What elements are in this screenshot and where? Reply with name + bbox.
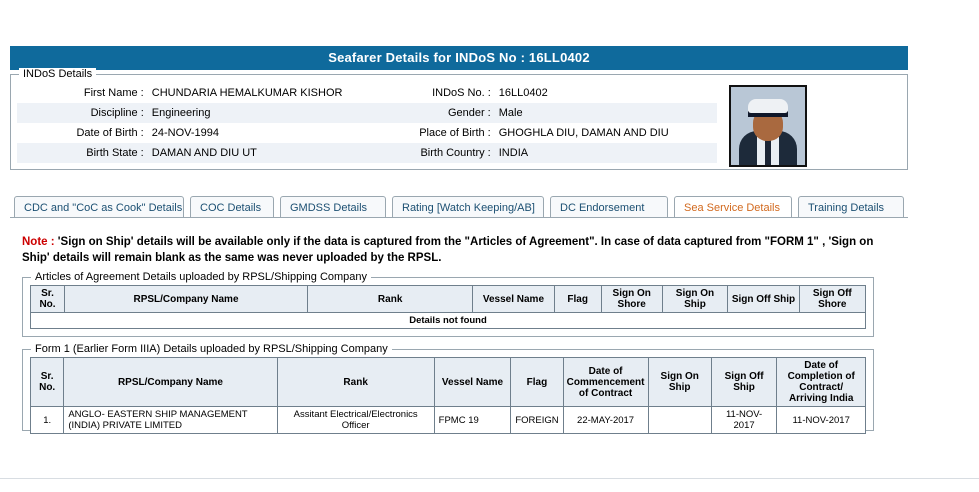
table-row [17,123,717,143]
cell-date-completion: 11-NOV-2017 [777,407,866,434]
table-header-row [31,358,866,407]
col-flag: Flag [554,286,601,313]
indos-no-value: 16LL0402 [498,87,548,99]
first-name-value: CHUNDARIA HEMALKUMAR KISHOR [151,87,343,99]
col-flag: Flag [511,358,563,407]
dob-value: 24-NOV-1994 [151,127,220,139]
cell-date-commencement: 22-MAY-2017 [563,407,648,434]
col-sr-no: Sr. No. [31,358,64,407]
discipline-label: Discipline : [17,103,148,123]
table-row [17,103,717,123]
note-text [22,234,898,266]
dob-label: Date of Birth : [76,127,144,139]
tab-coc-details[interactable]: COC Details [190,196,274,218]
form1-panel [22,343,874,431]
cell-flag: FOREIGN [511,407,563,434]
articles-of-agreement-legend: Articles of Agreement Details uploaded by RPSL/Shipping Company [31,271,371,283]
note-body: 'Sign on Ship' details will be available only if the data is captured from the "Articles of Agreement". In case of data captured from "FORM 1" , 'Sign on Ship' details will remain blank as the same was never uploaded by the RPSL. [22,236,874,264]
footer-area [0,479,979,492]
col-sign-on-ship: Sign On Ship [662,286,728,313]
col-sign-on-ship: Sign On Ship [648,358,711,407]
col-vessel-name: Vessel Name [473,286,554,313]
table-header-row [31,286,866,313]
col-rank: Rank [307,286,472,313]
tab-rating-watch-keeping[interactable]: Rating [Watch Keeping/AB] [392,196,544,218]
table-row [31,313,866,329]
birth-state-value: DAMAN AND DIU UT [148,143,373,163]
col-sign-on-shore: Sign On Shore [601,286,662,313]
tab-training-details[interactable]: Training Details [798,196,904,218]
table-row [17,83,717,103]
col-sign-off-shore: Sign Off Shore [799,286,865,313]
col-date-completion: Date of Completion of Contract/ Arriving India [777,358,866,407]
tab-gmdss-details[interactable]: GMDSS Details [280,196,386,218]
cell-sign-off-ship: 11-NOV-2017 [711,407,777,434]
col-company-name: RPSL/Company Name [65,286,308,313]
indos-details-panel [10,68,908,170]
birth-country-label: Birth Country : [372,143,494,163]
table-row [31,407,866,434]
col-company-name: RPSL/Company Name [64,358,277,407]
birth-country-value: INDIA [495,143,717,163]
cell-company-name: ANGLO- EASTERN SHIP MANAGEMENT (INDIA) PRIVATE LIMITED [64,407,277,434]
place-of-birth-value: GHOGHLA DIU, DAMAN AND DIU [498,127,669,139]
page-title: Seafarer Details for INDoS No : 16LL0402 [10,46,908,70]
col-sign-off-ship: Sign Off Ship [728,286,799,313]
first-name-label: First Name : [83,87,144,99]
tab-sea-service-details[interactable]: Sea Service Details [674,196,792,218]
cell-sr-no: 1. [31,407,64,434]
form1-table [30,357,866,434]
articles-of-agreement-panel [22,271,874,337]
note-prefix: Note : [22,236,55,248]
col-sr-no: Sr. No. [31,286,65,313]
birth-state-label: Birth State : [17,143,148,163]
indos-details-legend: INDoS Details [19,68,96,80]
col-date-commencement: Date of Commencement of Contract [563,358,648,407]
photo-cap-shape [748,99,788,113]
gender-label: Gender : [372,103,494,123]
articles-empty-message: Details not found [31,313,866,329]
place-of-birth-label: Place of Birth : [419,127,491,139]
seafarer-photo [729,85,807,167]
col-sign-off-ship: Sign Off Ship [711,358,777,407]
indos-no-label: INDoS No. : [432,87,491,99]
tab-dc-endorsement[interactable]: DC Endorsement [550,196,668,218]
indos-details-table [17,83,717,163]
tab-bar-underline [10,217,908,218]
form1-legend: Form 1 (Earlier Form IIIA) Details uploaded by RPSL/Shipping Company [31,343,392,355]
gender-value: Male [495,103,717,123]
top-blank-strip [0,0,979,44]
discipline-value: Engineering [148,103,373,123]
col-rank: Rank [277,358,434,407]
col-vessel-name: Vessel Name [434,358,511,407]
photo-tie-shape [765,139,771,165]
cell-rank: Assitant Electrical/Electronics Officer [277,407,434,434]
cell-sign-on-ship [648,407,711,434]
table-row [17,143,717,163]
tab-cdc-coc-as-cook[interactable]: CDC and "CoC as Cook" Details [14,196,184,218]
cell-vessel-name: FPMC 19 [434,407,511,434]
articles-of-agreement-table [30,285,866,329]
